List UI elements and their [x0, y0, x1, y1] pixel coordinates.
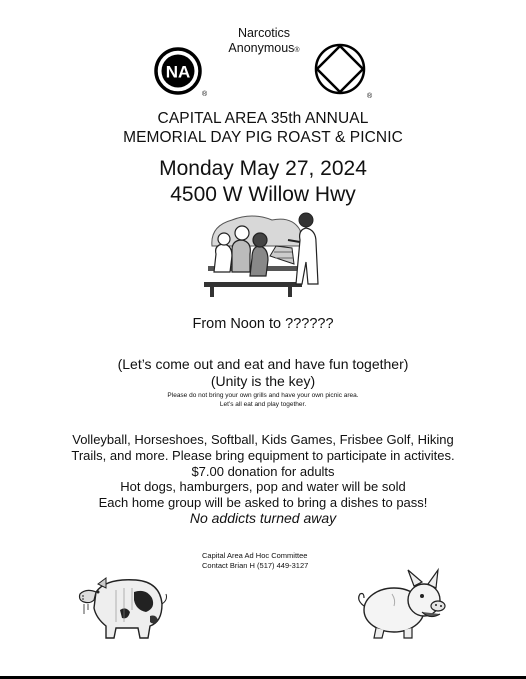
- event-title-line2: MEMORIAL DAY PIG ROAST & PICNIC: [123, 129, 403, 146]
- details-line4: Hot dogs, hamburgers, pop and water will be sold: [120, 479, 406, 495]
- fine-print: [0, 391, 526, 409]
- event-time: From Noon to ??????: [192, 316, 334, 332]
- event-address: 4500 W Willow Hwy: [170, 183, 356, 206]
- fine-print-line2: Let’s all eat and play together.: [219, 401, 307, 408]
- details-line5: Each home group will be asked to bring a dishes to pass!: [98, 495, 428, 511]
- org-name-reg-mark: ®: [294, 47, 300, 54]
- details-line3: $7.00 donation for adults: [191, 463, 335, 479]
- event-date-block: [0, 156, 526, 208]
- event-title-line1: CAPITAL AREA 35th ANNUAL: [157, 110, 369, 127]
- na-letters: NA: [165, 62, 191, 82]
- na-logo-reg-mark: ®: [202, 91, 208, 98]
- na-circle-logo-icon: [152, 46, 208, 98]
- event-title: [0, 109, 526, 147]
- details-line6: No addicts turned away: [189, 509, 337, 526]
- event-date: Monday May 27, 2024: [159, 157, 367, 180]
- spotted-pig-clipart: [76, 570, 168, 640]
- service-symbol-reg-mark: ®: [367, 93, 373, 100]
- fine-print-line1: Please do not bring your own grills and have your own picnic area.: [167, 392, 359, 399]
- details-line1: Volleyball, Horseshoes, Softball, Kids Games, Frisbee Golf, Hiking: [72, 432, 454, 447]
- tagline-line1: (Let’s come out and eat and have fun together): [117, 356, 409, 372]
- tagline: [0, 356, 526, 390]
- org-name: [209, 26, 319, 58]
- contact-block: [202, 551, 308, 571]
- contact-person: Contact Brian H (517) 449-3127: [202, 561, 309, 570]
- service-symbol-icon: [312, 42, 374, 100]
- tagline-line2: (Unity is the key): [210, 373, 316, 389]
- contact-committee: Capital Area Ad Hoc Committee: [202, 551, 308, 560]
- details-line2: Trails, and more. Please bring equipment to participate in activites.: [71, 447, 455, 463]
- cartoon-pig-clipart: [356, 566, 448, 642]
- picnic-family-clipart: [202, 206, 328, 298]
- org-name-line1: Narcotics: [237, 26, 291, 40]
- event-details: [0, 432, 526, 527]
- org-name-line2: Anonymous: [228, 41, 295, 55]
